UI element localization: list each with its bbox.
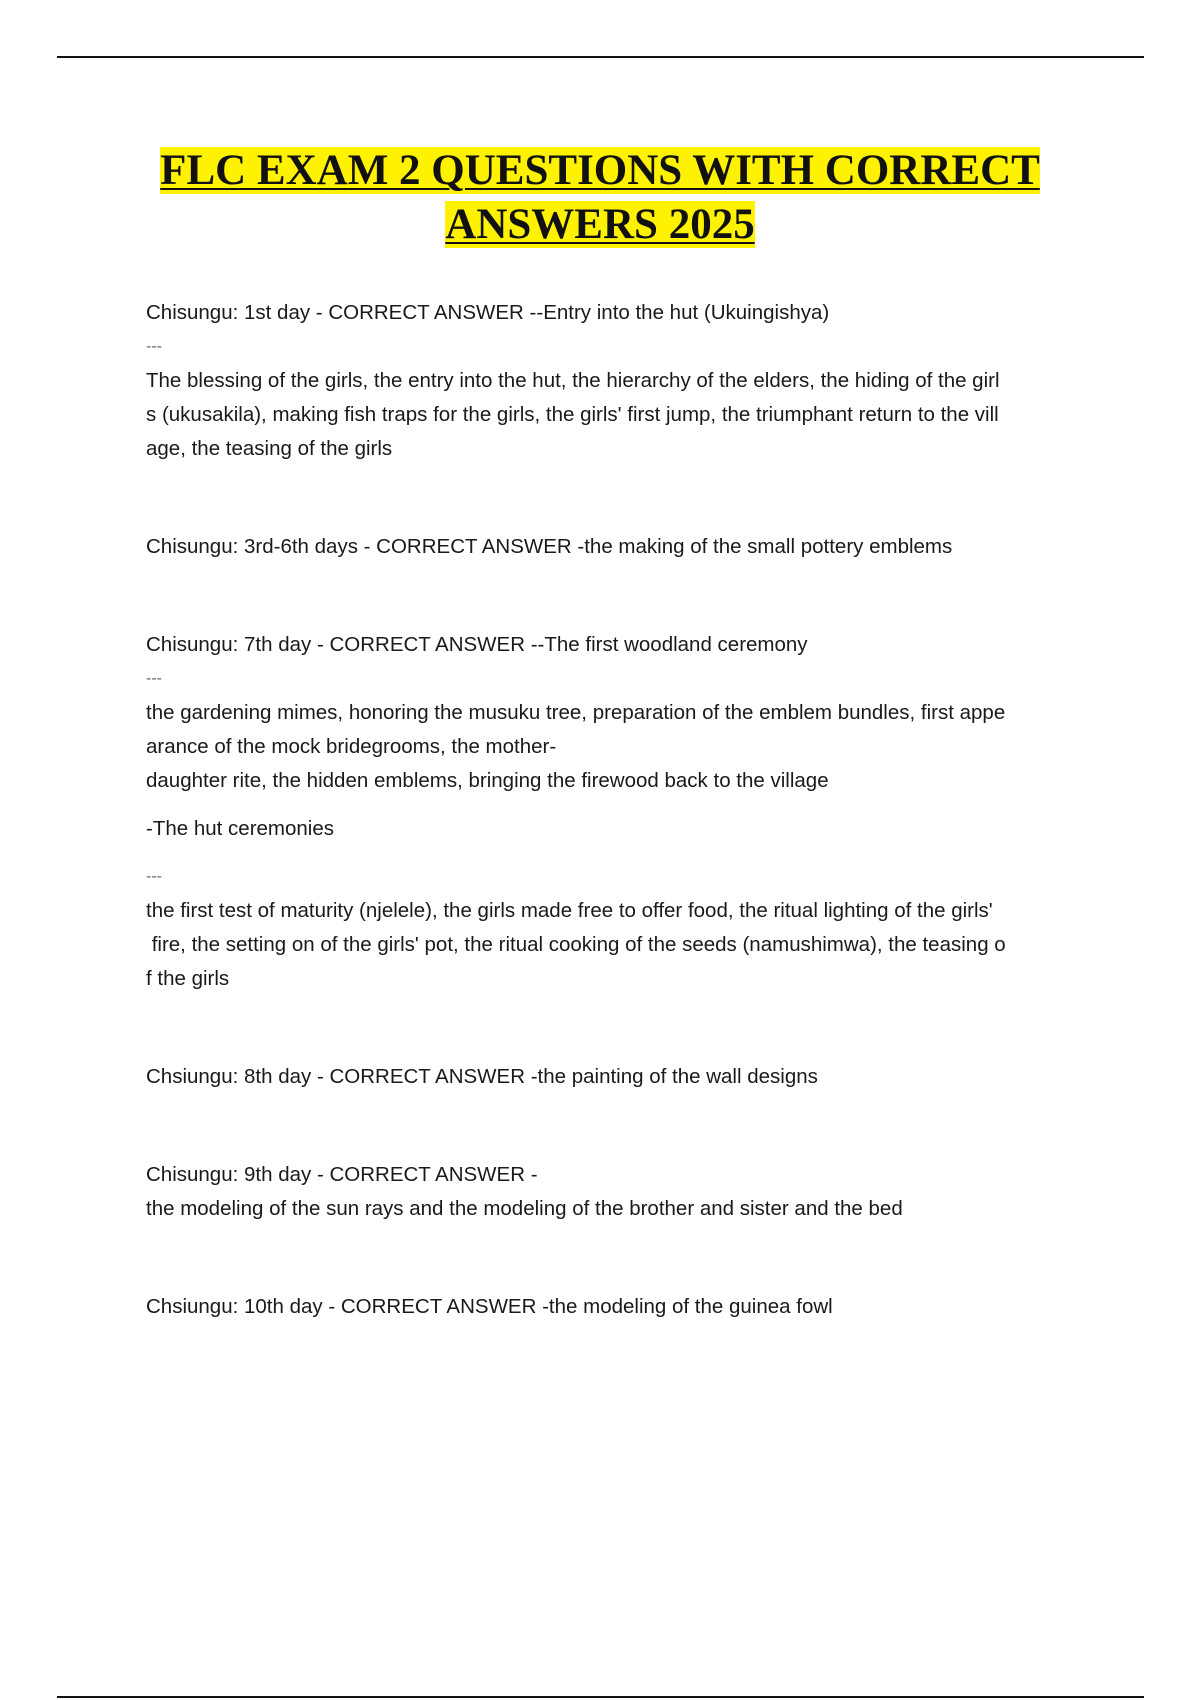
subheading-line: -The hut ceremonies xyxy=(146,817,335,840)
answer-line: arance of the mock bridegrooms, the mother- xyxy=(146,735,557,758)
entry-day-10 xyxy=(146,1290,1106,1324)
answer-line: The blessing of the girls, the entry into the hut, the hierarchy of the elders, the hiding of the girl xyxy=(146,369,1000,392)
entry-days-3-6 xyxy=(146,530,1106,564)
title-line-2: ANSWERS 2025 xyxy=(445,201,755,248)
entry-day-7 xyxy=(146,628,1106,996)
question-line: Chisungu: 7th day - CORRECT ANSWER --The first woodland ceremony xyxy=(146,633,808,656)
document-body xyxy=(146,296,1106,1324)
answer-line: fire, the setting on of the girls' pot, the ritual cooking of the seeds (namushimwa), the teasing o xyxy=(146,933,1006,956)
separator: --- xyxy=(146,338,162,355)
title-line-1: FLC EXAM 2 QUESTIONS WITH CORRECT xyxy=(160,147,1040,194)
question-line: Chisungu: 9th day - CORRECT ANSWER - xyxy=(146,1163,538,1186)
answer-line: f the girls xyxy=(146,967,230,990)
bottom-rule xyxy=(57,1696,1144,1698)
top-rule xyxy=(57,56,1144,58)
answer-line: the modeling of the sun rays and the modeling of the brother and sister and the bed xyxy=(146,1197,903,1220)
document-title xyxy=(60,144,1140,252)
answer-line: age, the teasing of the girls xyxy=(146,437,393,460)
entry-day-9 xyxy=(146,1158,1106,1226)
answer-line: the gardening mimes, honoring the musuku tree, preparation of the emblem bundles, first appe xyxy=(146,701,1006,724)
question-line: Chisungu: 1st day - CORRECT ANSWER --Entry into the hut (Ukuingishya) xyxy=(146,301,830,324)
question-line: Chisungu: 3rd-6th days - CORRECT ANSWER -the making of the small pottery emblems xyxy=(146,535,953,558)
separator: --- xyxy=(146,868,162,885)
answer-line: daughter rite, the hidden emblems, bringing the firewood back to the village xyxy=(146,769,829,792)
answer-line: s (ukusakila), making fish traps for the girls, the girls' first jump, the triumphant return to the vill xyxy=(146,403,999,426)
question-line: Chsiungu: 8th day - CORRECT ANSWER -the painting of the wall designs xyxy=(146,1065,818,1088)
answer-line: the first test of maturity (njelele), the girls made free to offer food, the ritual lighting of the girls' xyxy=(146,899,993,922)
entry-day-1 xyxy=(146,296,1106,466)
entry-day-8 xyxy=(146,1060,1106,1094)
question-line: Chsiungu: 10th day - CORRECT ANSWER -the modeling of the guinea fowl xyxy=(146,1295,833,1318)
separator: --- xyxy=(146,670,162,687)
